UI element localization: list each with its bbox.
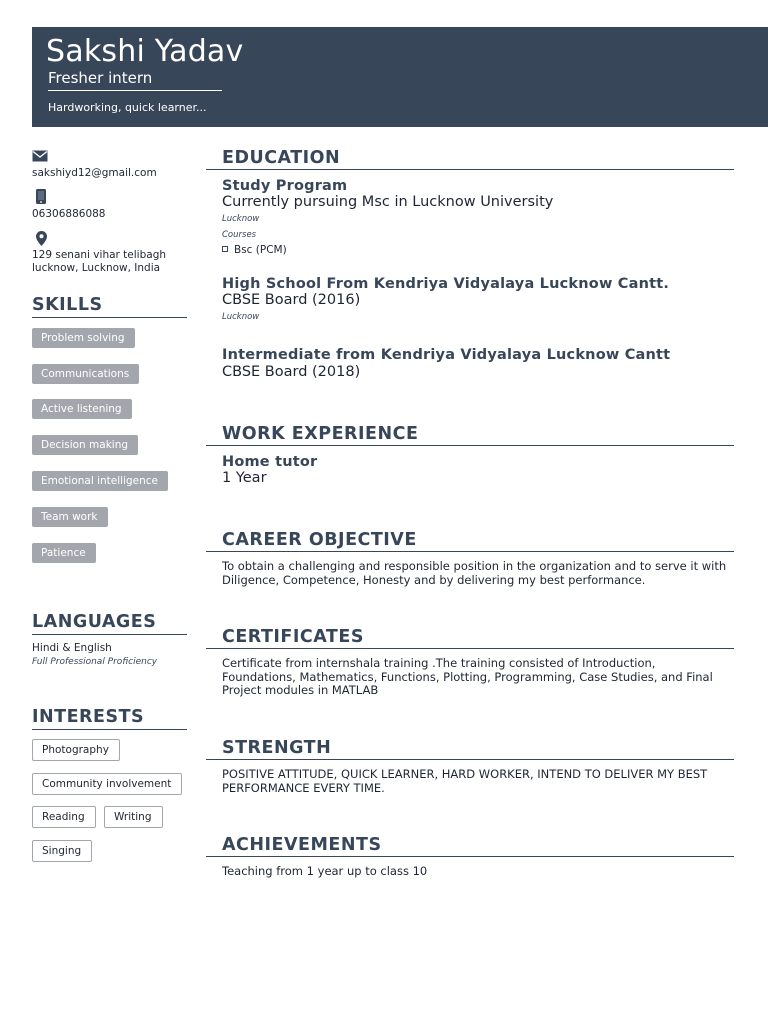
education-entry-location: Lucknow (222, 214, 260, 224)
interest-chip: Photography (32, 739, 120, 761)
skill-chip: Team work (32, 507, 108, 527)
career-objective-heading-text: CAREER OBJECTIVE (222, 530, 417, 550)
phone-text: 06306886088 (32, 208, 106, 220)
skill-chip: Decision making (32, 435, 138, 455)
interest-chip: Reading (32, 806, 96, 828)
phone-icon (36, 189, 46, 204)
education-heading-text: EDUCATION (222, 148, 341, 168)
interest-chip: Singing (32, 840, 92, 862)
education-entry-subtitle: CBSE Board (2018) (222, 364, 361, 380)
header-divider (48, 90, 222, 91)
work-entry-title: Home tutor (222, 454, 318, 470)
strength-heading-text: STRENGTH (222, 738, 332, 758)
certificates-heading (206, 626, 734, 649)
candidate-summary: Hardworking, quick learner... (48, 101, 207, 114)
skills-heading: SKILLS (32, 294, 187, 318)
courses-label: Courses (222, 230, 257, 240)
education-entry-subtitle: CBSE Board (2016) (222, 292, 361, 308)
email-text: sakshiyd12@gmail.com (32, 167, 157, 179)
course-item (222, 244, 287, 257)
location-pin-icon (36, 231, 47, 246)
work-entry-duration: 1 Year (222, 470, 267, 486)
skill-chip: Communications (32, 364, 139, 384)
certificates-text: Certificate from internshala training .The training consisted of Introduction, Foundations, Mathematics, Functions, Plotting, Programming, Case Studies, and Final Project modules in MATLAB (222, 656, 713, 697)
languages-heading: LANGUAGES (32, 611, 187, 635)
language-name: Hindi & English (32, 642, 112, 654)
skill-chip: Active listening (32, 399, 132, 419)
address-line-1: 129 senani vihar telibagh (32, 249, 167, 261)
work-experience-heading-text: WORK EXPERIENCE (222, 424, 419, 444)
strength-heading (206, 737, 734, 760)
candidate-name: Sakshi Yadav (46, 34, 244, 69)
achievements-heading-text: ACHIEVEMENTS (222, 835, 382, 855)
career-objective-text: To obtain a challenging and responsible position in the organization and to serve it with Diligence, Competence, Honesty and by delivering my best performance. (222, 559, 727, 587)
education-entry-title: Intermediate from Kendriya Vidyalaya Lucknow Cantt (222, 347, 671, 363)
interest-chip: Community involvement (32, 773, 182, 795)
address-line-2: lucknow, Lucknow, India (32, 262, 161, 274)
skill-chip: Patience (32, 543, 96, 563)
certificates-heading-text: CERTIFICATES (222, 627, 364, 647)
education-entry-title: High School From Kendriya Vidyalaya Lucknow Cantt. (222, 276, 670, 292)
candidate-title: Fresher intern (48, 69, 153, 87)
language-proficiency: Full Professional Proficiency (32, 657, 158, 667)
interest-chip: Writing (104, 806, 163, 828)
achievements-text: Teaching from 1 year up to class 10 (222, 864, 428, 878)
achievements-heading (206, 834, 734, 857)
career-objective-heading (206, 529, 734, 552)
education-entry-location: Lucknow (222, 312, 260, 322)
skill-chip: Problem solving (32, 328, 135, 348)
education-entry-subtitle: Currently pursuing Msc in Lucknow University (222, 194, 554, 210)
education-heading (206, 147, 734, 170)
interests-heading: INTERESTS (32, 706, 187, 730)
bullet-square-icon (222, 246, 228, 252)
work-experience-heading (206, 423, 734, 446)
education-entry-title: Study Program (222, 178, 348, 194)
skill-chip: Emotional intelligence (32, 471, 168, 491)
course-item-text: Bsc (PCM) (234, 244, 287, 256)
envelope-icon (32, 150, 48, 162)
resume-header (32, 27, 768, 127)
strength-text: POSITIVE ATTITUDE, QUICK LEARNER, HARD WORKER, INTEND TO DELIVER MY BEST PERFORMANCE EVERY TIME. (222, 767, 708, 795)
